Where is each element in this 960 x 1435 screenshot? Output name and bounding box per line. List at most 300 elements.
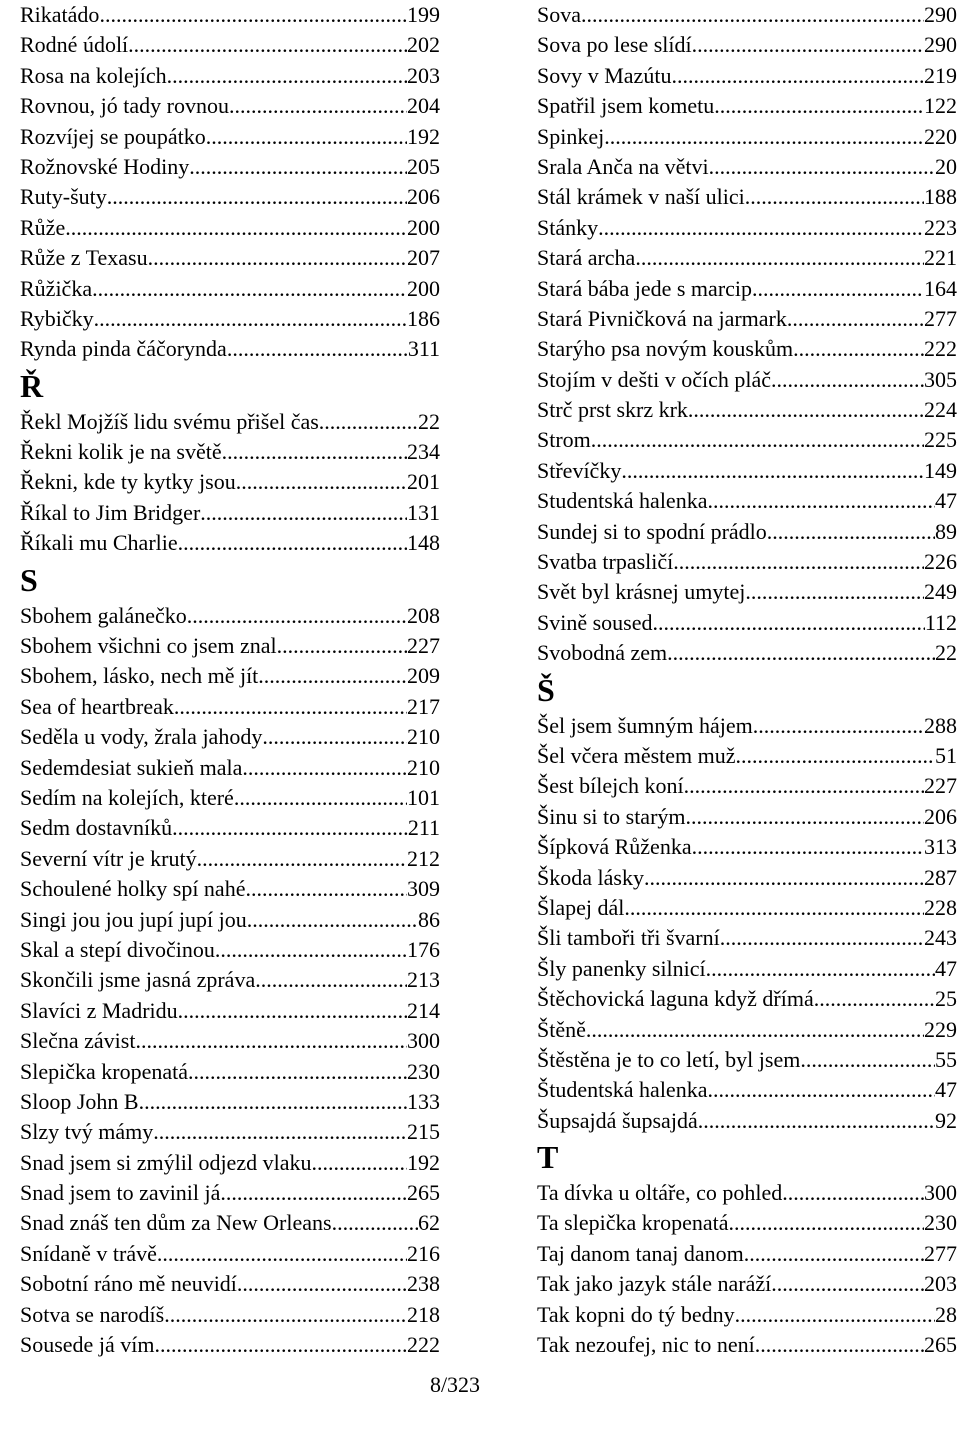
entry-title: Svatba trpasličí	[537, 549, 674, 575]
entry-title: Tak nezoufej, nic to není	[537, 1332, 755, 1358]
dot-leader	[667, 638, 935, 668]
dot-leader	[707, 1075, 935, 1105]
index-entry	[20, 1239, 440, 1269]
dot-leader	[139, 1087, 407, 1117]
entry-page-number: 204	[407, 93, 440, 119]
entry-page-number: 28	[935, 1301, 957, 1327]
dot-leader	[148, 243, 407, 273]
entry-page-number: 207	[407, 245, 440, 271]
index-entry	[537, 334, 957, 364]
dot-leader	[227, 334, 408, 364]
entry-title: Starýho psa novým kouskům	[537, 336, 794, 362]
index-entry	[20, 631, 440, 661]
index-entry	[537, 365, 957, 395]
index-entry	[20, 213, 440, 243]
index-entry	[20, 528, 440, 558]
entry-page-number: 228	[924, 894, 957, 920]
entry-title: Stará Pivničková na jarmark	[537, 305, 787, 331]
index-entry	[20, 122, 440, 152]
entry-page-number: 86	[418, 906, 440, 932]
entry-page-number: 300	[924, 1180, 957, 1206]
dot-leader	[258, 661, 407, 691]
entry-page-number: 305	[924, 366, 957, 392]
entry-title: Snad znáš ten dům za New Orleans	[20, 1210, 332, 1236]
entry-title: Šinu si to starým	[537, 803, 686, 829]
index-entry	[537, 1015, 957, 1045]
entry-title: Tak jako jazyk stále naráží	[537, 1271, 772, 1297]
entry-page-number: 205	[407, 153, 440, 179]
entry-page-number: 229	[924, 1016, 957, 1042]
entry-page-number: 277	[924, 1240, 957, 1266]
index-entry	[537, 577, 957, 607]
dot-leader	[262, 722, 407, 752]
entry-title: Řekl Mojžíš lidu svému přišel čas	[20, 408, 319, 434]
entry-page-number: 290	[924, 32, 957, 58]
index-entry	[20, 1330, 440, 1360]
index-entry	[20, 753, 440, 783]
entry-title: Slavíci z Madridu	[20, 997, 178, 1023]
index-entry	[537, 213, 957, 243]
index-entry	[537, 425, 957, 455]
index-entry	[537, 456, 957, 486]
dot-leader	[744, 1239, 924, 1269]
index-entry	[537, 893, 957, 923]
dot-leader	[215, 935, 407, 965]
index-entry	[537, 1178, 957, 1208]
entry-title: Střevíčky	[537, 457, 622, 483]
index-entry	[537, 61, 957, 91]
entry-title: Svět byl krásnej umytej	[537, 579, 746, 605]
dot-leader	[624, 893, 924, 923]
dot-leader	[621, 456, 924, 486]
letter-heading: S	[20, 561, 38, 598]
entry-title: Rosa na kolejích	[20, 62, 167, 88]
dot-leader	[800, 1045, 935, 1075]
entry-title: Rynda pinda čáčorynda	[20, 336, 227, 362]
entry-page-number: 313	[924, 834, 957, 860]
entry-page-number: 277	[924, 305, 957, 331]
dot-leader	[604, 122, 924, 152]
index-entry	[537, 608, 957, 638]
dot-leader	[586, 1015, 924, 1045]
dot-leader	[220, 1178, 407, 1208]
dot-leader	[736, 741, 935, 771]
index-entry	[537, 30, 957, 60]
entry-title: Stará archa	[537, 245, 636, 271]
dot-leader	[581, 0, 924, 30]
dot-leader	[720, 923, 924, 953]
entry-title: Srala Anča na větvi	[537, 153, 709, 179]
dot-leader	[206, 122, 407, 152]
entry-page-number: 22	[935, 640, 957, 666]
entry-page-number: 131	[407, 499, 440, 525]
entry-page-number: 133	[407, 1088, 440, 1114]
entry-title: Sbohem, lásko, nech mě jít	[20, 663, 259, 689]
index-entry	[20, 844, 440, 874]
index-entry	[537, 954, 957, 984]
dot-leader	[714, 91, 924, 121]
dot-leader	[178, 996, 407, 1026]
entry-title: Severní vítr je krutý	[20, 845, 197, 871]
entry-page-number: 202	[407, 32, 440, 58]
entry-page-number: 300	[407, 1028, 440, 1054]
page-number: 8/323	[429, 1372, 481, 1397]
entry-title: Šel jsem šumným hájem	[537, 712, 753, 738]
entry-title: Štěně	[537, 1016, 586, 1042]
entry-page-number: 101	[407, 784, 440, 810]
entry-page-number: 225	[924, 427, 957, 453]
entry-page-number: 188	[924, 184, 957, 210]
entry-page-number: 200	[407, 214, 440, 240]
dot-leader	[277, 631, 407, 661]
entry-page-number: 226	[924, 549, 957, 575]
entry-title: Snad jsem to zavinil já	[20, 1180, 221, 1206]
index-entry	[20, 304, 440, 334]
index-entry	[537, 547, 957, 577]
entry-page-number: 212	[407, 845, 440, 871]
dot-leader	[234, 783, 407, 813]
index-entry	[20, 1269, 440, 1299]
entry-page-number: 47	[935, 955, 957, 981]
index-entry	[20, 152, 440, 182]
entry-title: Rožnovské Hodiny	[20, 153, 190, 179]
index-entry	[20, 1087, 440, 1117]
dot-leader	[814, 984, 935, 1014]
index-entry	[537, 923, 957, 953]
entry-title: Sovy v Mazútu	[537, 62, 672, 88]
entry-page-number: 112	[924, 609, 957, 635]
index-entry	[537, 182, 957, 212]
index-entry	[537, 832, 957, 862]
entry-title: Sotva se narodíš	[20, 1301, 165, 1327]
entry-title: Šest bílejch koní	[537, 773, 684, 799]
dot-leader	[671, 61, 924, 91]
entry-page-number: 122	[924, 93, 957, 119]
index-entry	[20, 661, 440, 691]
dot-leader	[782, 1178, 924, 1208]
index-entry	[20, 334, 440, 364]
index-entry	[537, 1045, 957, 1075]
dot-leader	[591, 425, 924, 455]
dot-leader	[187, 601, 407, 631]
entry-page-number: 192	[407, 1149, 440, 1175]
entry-title: Svině soused	[537, 609, 653, 635]
dot-leader	[684, 771, 924, 801]
index-entry	[20, 61, 440, 91]
entry-page-number: 309	[407, 876, 440, 902]
entry-title: Stánky	[537, 214, 599, 240]
entry-page-number: 20	[935, 153, 957, 179]
index-entry	[20, 1178, 440, 1208]
index-entry	[20, 467, 440, 497]
index-entry	[20, 30, 440, 60]
index-entry	[537, 802, 957, 832]
entry-title: Taj danom tanaj danom	[537, 1240, 744, 1266]
entry-page-number: 210	[407, 754, 440, 780]
index-entry	[20, 722, 440, 752]
entry-title: Sedm dostavníků	[20, 815, 173, 841]
dot-leader	[135, 1026, 407, 1056]
entry-title: Tak kopni do tý bedny	[537, 1301, 735, 1327]
index-entry	[537, 1075, 957, 1105]
entry-title: Štěstěna je to co letí, byl jsem	[537, 1046, 801, 1072]
dot-leader	[653, 608, 925, 638]
entry-page-number: 186	[407, 305, 440, 331]
entry-title: Skončili jsme jasná zpráva	[20, 967, 256, 993]
dot-leader	[753, 711, 924, 741]
index-entry	[537, 304, 957, 334]
dot-leader	[237, 1269, 407, 1299]
entry-page-number: 148	[407, 530, 440, 556]
index-entry	[537, 741, 957, 771]
entry-page-number: 227	[407, 633, 440, 659]
entry-page-number: 200	[407, 275, 440, 301]
index-entry	[20, 243, 440, 273]
entry-title: Ta dívka u oltáře, co pohled	[537, 1180, 783, 1206]
entry-page-number: 220	[924, 123, 957, 149]
dot-leader	[245, 874, 407, 904]
entry-page-number: 203	[407, 62, 440, 88]
entry-title: Sova po lese slídí	[537, 32, 692, 58]
dot-leader	[153, 1117, 407, 1147]
entry-page-number: 89	[935, 518, 957, 544]
dot-leader	[755, 1330, 924, 1360]
entry-title: Svobodná zem	[537, 640, 668, 666]
index-entry	[537, 1300, 957, 1330]
entry-page-number: 230	[924, 1210, 957, 1236]
dot-leader	[200, 498, 407, 528]
dot-leader	[771, 365, 924, 395]
entry-title: Ruty-šuty	[20, 184, 107, 210]
index-entry	[20, 1208, 440, 1238]
dot-leader	[635, 243, 924, 273]
entry-page-number: 92	[935, 1107, 957, 1133]
entry-title: Sedemdesiat sukieň mala	[20, 754, 243, 780]
entry-page-number: 199	[407, 2, 440, 27]
dot-leader	[793, 334, 924, 364]
index-entry	[20, 1148, 440, 1178]
index-entry	[537, 0, 957, 30]
index-entry	[537, 771, 957, 801]
entry-page-number: 206	[407, 184, 440, 210]
index-entry	[20, 0, 440, 30]
dot-leader	[92, 274, 407, 304]
entry-title: Škoda lásky	[537, 864, 644, 890]
entry-title: Schoulené holky spí nahé	[20, 876, 246, 902]
entry-title: Ta slepička kropenatá	[537, 1210, 729, 1236]
entry-page-number: 210	[407, 724, 440, 750]
dot-leader	[157, 1239, 407, 1269]
dot-leader	[745, 577, 924, 607]
entry-title: Rozvíjej se poupátko	[20, 123, 206, 149]
entry-page-number: 47	[935, 1077, 957, 1103]
dot-leader	[692, 832, 924, 862]
dot-leader	[236, 467, 407, 497]
dot-leader	[767, 517, 935, 547]
dot-leader	[735, 1300, 935, 1330]
entry-page-number: 230	[407, 1058, 440, 1084]
entry-page-number: 62	[418, 1210, 440, 1236]
dot-leader	[686, 802, 924, 832]
entry-page-number: 216	[407, 1240, 440, 1266]
index-entry	[537, 395, 957, 425]
dot-leader	[692, 30, 924, 60]
entry-title: Šel včera městem muž	[537, 742, 736, 768]
entry-page-number: 265	[924, 1332, 957, 1358]
entry-title: Študentská halenka	[537, 1077, 708, 1103]
dot-leader	[189, 152, 407, 182]
entry-title: Slzy tvý mámy	[20, 1119, 154, 1145]
entry-title: Šípková Růženka	[537, 834, 692, 860]
dot-leader	[94, 304, 407, 334]
entry-page-number: 164	[924, 275, 957, 301]
index-entry	[20, 935, 440, 965]
index-entry	[537, 984, 957, 1014]
dot-leader	[178, 528, 407, 558]
dot-leader	[154, 1330, 407, 1360]
index-entry	[20, 1057, 440, 1087]
dot-leader	[65, 213, 407, 243]
index-entry	[537, 1330, 957, 1360]
index-entry	[537, 517, 957, 547]
index-entry	[20, 783, 440, 813]
index-entry	[537, 1106, 957, 1136]
dot-leader	[229, 91, 407, 121]
letter-heading: T	[537, 1139, 559, 1176]
letter-heading: Ř	[20, 367, 44, 404]
entry-page-number: 209	[407, 663, 440, 689]
entry-page-number: 211	[407, 815, 440, 841]
dot-leader	[707, 486, 935, 516]
dot-leader	[247, 905, 418, 935]
entry-title: Šly panenky silnicí	[537, 955, 706, 981]
entry-page-number: 213	[407, 967, 440, 993]
index-entry	[537, 1269, 957, 1299]
entry-page-number: 290	[924, 2, 957, 27]
index-entry	[20, 601, 440, 631]
entry-title: Růže	[20, 214, 66, 240]
entry-page-number: 265	[407, 1180, 440, 1206]
dot-leader	[598, 213, 924, 243]
index-entry	[537, 638, 957, 668]
index-entry	[20, 437, 440, 467]
index-entry	[20, 1300, 440, 1330]
index-entry	[20, 905, 440, 935]
entry-title: Stará bába jede s marcip.	[537, 275, 758, 301]
dot-leader	[787, 304, 924, 334]
entry-page-number: 223	[924, 214, 957, 240]
dot-leader	[99, 0, 407, 30]
entry-title: Spinkej	[537, 123, 605, 149]
dot-leader	[745, 182, 924, 212]
dot-leader	[167, 61, 407, 91]
entry-title: Skal a stepí divočinou	[20, 936, 215, 962]
entry-title: Sova	[537, 2, 581, 27]
index-entry	[20, 996, 440, 1026]
entry-page-number: 288	[924, 712, 957, 738]
index-entry	[20, 274, 440, 304]
entry-page-number: 176	[407, 936, 440, 962]
entry-page-number: 234	[407, 439, 440, 465]
entry-page-number: 51	[935, 742, 957, 768]
entry-title: Stál krámek v naší ulici	[537, 184, 745, 210]
entry-title: Štěchovická laguna když dřímá	[537, 986, 814, 1012]
index-entry	[20, 813, 440, 843]
letter-heading: Š	[537, 671, 555, 708]
dot-leader	[706, 954, 935, 984]
entry-title: Říkal to Jim Bridger	[20, 499, 201, 525]
index-entry	[537, 711, 957, 741]
index-entry	[20, 407, 440, 437]
entry-title: Strč prst skrz krk	[537, 397, 688, 423]
index-entry	[537, 486, 957, 516]
dot-leader	[644, 863, 924, 893]
dot-leader	[771, 1269, 924, 1299]
index-entry	[537, 152, 957, 182]
dot-leader	[319, 407, 418, 437]
index-entry	[20, 91, 440, 121]
entry-page-number: 219	[924, 62, 957, 88]
entry-title: Sloop John B	[20, 1088, 139, 1114]
dot-leader	[673, 547, 924, 577]
entry-title: Snad jsem si zmýlil odjezd vlaku	[20, 1149, 312, 1175]
entry-page-number: 249	[924, 579, 957, 605]
entry-title: Strom	[537, 427, 591, 453]
entry-title: Řekni, kde ty kytky jsou	[20, 469, 236, 495]
entry-page-number: 243	[924, 925, 957, 951]
dot-leader	[688, 395, 924, 425]
entry-page-number: 238	[407, 1271, 440, 1297]
dot-leader	[128, 30, 407, 60]
entry-title: Slečna závist	[20, 1028, 136, 1054]
entry-page-number: 208	[407, 602, 440, 628]
entry-title: Stojím v dešti v očích pláč	[537, 366, 772, 392]
entry-title: Slepička kropenatá	[20, 1058, 188, 1084]
entry-page-number: 25	[935, 986, 957, 1012]
entry-page-number: 192	[407, 123, 440, 149]
dot-leader	[728, 1208, 924, 1238]
dot-leader	[222, 437, 407, 467]
dot-leader	[188, 1057, 407, 1087]
entry-title: Sousede já vím	[20, 1332, 155, 1358]
dot-leader	[709, 152, 935, 182]
entry-page-number: 206	[924, 803, 957, 829]
entry-title: Růže z Texasu	[20, 245, 148, 271]
entry-page-number: 47	[935, 488, 957, 514]
entry-page-number: 55	[935, 1046, 957, 1072]
index-entry	[20, 692, 440, 722]
index-entry	[537, 91, 957, 121]
index-entry	[20, 182, 440, 212]
entry-page-number: 287	[924, 864, 957, 890]
entry-title: Rodné údolí	[20, 32, 129, 58]
entry-page-number: 215	[407, 1119, 440, 1145]
index-entry	[537, 1208, 957, 1238]
index-entry	[537, 274, 957, 304]
dot-leader	[174, 692, 407, 722]
entry-page-number: 214	[407, 997, 440, 1023]
index-column-left	[20, 0, 440, 1360]
dot-leader	[164, 1300, 407, 1330]
entry-page-number: 217	[407, 693, 440, 719]
entry-title: Spatřil jsem kometu	[537, 93, 715, 119]
index-entry	[20, 965, 440, 995]
index-entry	[537, 243, 957, 273]
entry-page-number: 149	[924, 457, 957, 483]
entry-page-number: 221	[924, 245, 957, 271]
entry-title: Seděla u vody, žrala jahody	[20, 724, 263, 750]
entry-title: Studentská halenka	[537, 488, 708, 514]
